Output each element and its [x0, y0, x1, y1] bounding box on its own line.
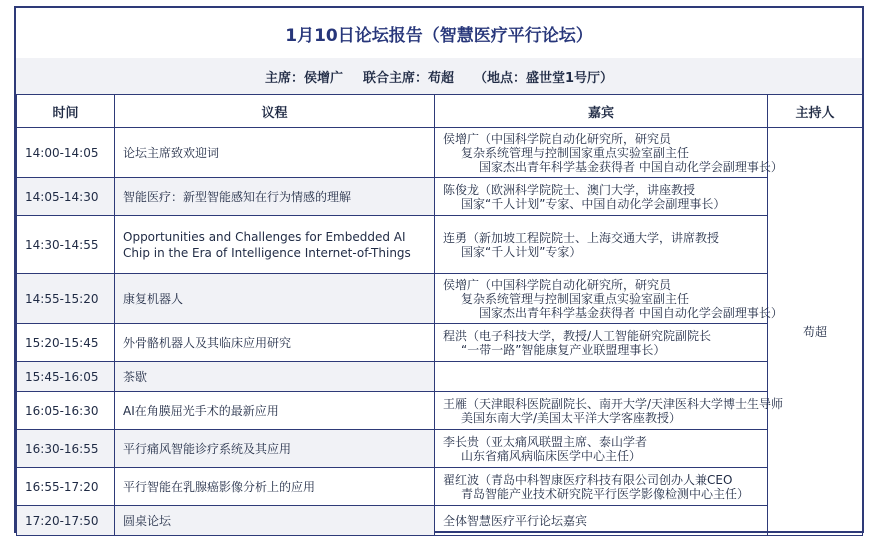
table-row [17, 362, 863, 392]
guest-line: 陈俊龙（欧洲科学院院士、澳门大学，讲座教授 [443, 182, 696, 197]
agenda-frame [14, 6, 864, 533]
guest-line: 侯增广（中国科学院自动化研究所，研究员 [443, 277, 672, 292]
venue-label: （地点：盛世堂1号厅） [473, 70, 614, 86]
guest-line: 山东省痛风病临床医学中心主任） [461, 448, 642, 463]
header-agenda: 议程 [115, 95, 435, 128]
header-moderator: 主持人 [768, 95, 863, 128]
page-title: 1月10日论坛报告（智慧医疗平行论坛） [16, 8, 862, 59]
row-time: 14:30-14:55 [17, 216, 115, 274]
row-time: 14:05-14:30 [17, 178, 115, 216]
table-row [17, 430, 863, 468]
row-guest [435, 362, 768, 392]
guest-line: 复杂系统管理与控制国家重点实验室副主任 [461, 145, 690, 160]
table-row [17, 128, 863, 178]
guest-line: 连勇（新加坡工程院院士、上海交通大学，讲席教授 [443, 230, 720, 245]
row-guest [435, 128, 783, 178]
table-row [17, 468, 863, 506]
row-guest [435, 506, 768, 536]
row-guest [435, 274, 783, 324]
row-time: 14:55-15:20 [17, 274, 115, 324]
table-header-row [17, 95, 863, 128]
row-time: 16:05-16:30 [17, 392, 115, 430]
row-time: 17:20-17:50 [17, 506, 115, 536]
row-time: 15:45-16:05 [17, 362, 115, 392]
guest-line: 程洪（电子科技大学，教授/人工智能研究院副院长 [443, 328, 712, 343]
guest-line: 国家“千人计划”专家） [461, 244, 582, 259]
row-guest [435, 468, 768, 506]
table-row [17, 216, 863, 274]
row-topic: 茶歇 [115, 362, 435, 392]
guest-line: 美国东南大学/美国太平洋大学客座教授） [461, 410, 682, 425]
row-topic: 外骨骼机器人及其临床应用研究 [115, 324, 435, 362]
row-topic: 平行痛风智能诊疗系统及其应用 [115, 430, 435, 468]
guest-line: 国家“千人计划”专家、中国自动化学会副理事长） [461, 196, 726, 211]
row-topic: 论坛主席致欢迎词 [115, 128, 435, 178]
table-row [17, 392, 863, 430]
row-time: 14:00-14:05 [17, 128, 115, 178]
table-row [17, 178, 863, 216]
agenda-table [16, 94, 863, 536]
row-topic: AI在角膜屈光手术的最新应用 [115, 392, 435, 430]
guest-line: 王雁（天津眼科医院副院长、南开大学/天津医科大学博士生导师 [443, 396, 784, 411]
table-row [17, 324, 863, 362]
row-topic: 智能医疗：新型智能感知在行为情感的理解 [115, 178, 435, 216]
host-info [16, 58, 862, 95]
row-time: 16:55-17:20 [17, 468, 115, 506]
guest-line: 复杂系统管理与控制国家重点实验室副主任 [461, 291, 690, 306]
guest-line: 翟红波（青岛中科智康医疗科技有限公司创办人兼CEO [443, 472, 733, 487]
header-time: 时间 [17, 95, 115, 128]
table-row [17, 274, 863, 324]
guest-line: 国家杰出青年科学基金获得者 中国自动化学会副理事长） [479, 159, 783, 174]
row-topic: 康复机器人 [115, 274, 435, 324]
row-time: 16:30-16:55 [17, 430, 115, 468]
guest-line: 李长贵（亚太痛风联盟主席、泰山学者 [443, 434, 648, 449]
moderator-cell: 苟超 [768, 128, 863, 536]
row-guest [435, 430, 768, 468]
table-row [17, 506, 863, 536]
co-chair-label: 联合主席：苟超 [362, 70, 454, 86]
row-time: 15:20-15:45 [17, 324, 115, 362]
row-topic: 圆桌论坛 [115, 506, 435, 536]
agenda-body [17, 128, 863, 536]
guest-line: 国家杰出青年科学基金获得者 中国自动化学会副理事长） [479, 305, 783, 320]
row-topic: 平行智能在乳腺癌影像分析上的应用 [115, 468, 435, 506]
guest-line: 全体智慧医疗平行论坛嘉宾 [443, 513, 588, 528]
row-guest [435, 392, 784, 430]
row-guest [435, 216, 768, 274]
guest-line: 侯增广（中国科学院自动化研究所，研究员 [443, 131, 672, 146]
guest-line: 青岛智能产业技术研究院平行医学影像检测中心主任） [461, 486, 750, 501]
header-guests: 嘉宾 [435, 95, 768, 128]
row-topic: Opportunities and Challenges for Embedded AI Chip in the Era of Intelligence Internet-of-Things [115, 216, 435, 274]
guest-line: “一带一路”智能康复产业联盟理事长） [461, 342, 666, 357]
chair-label: 主席：侯增广 [264, 70, 343, 86]
row-guest [435, 178, 768, 216]
row-guest [435, 324, 768, 362]
